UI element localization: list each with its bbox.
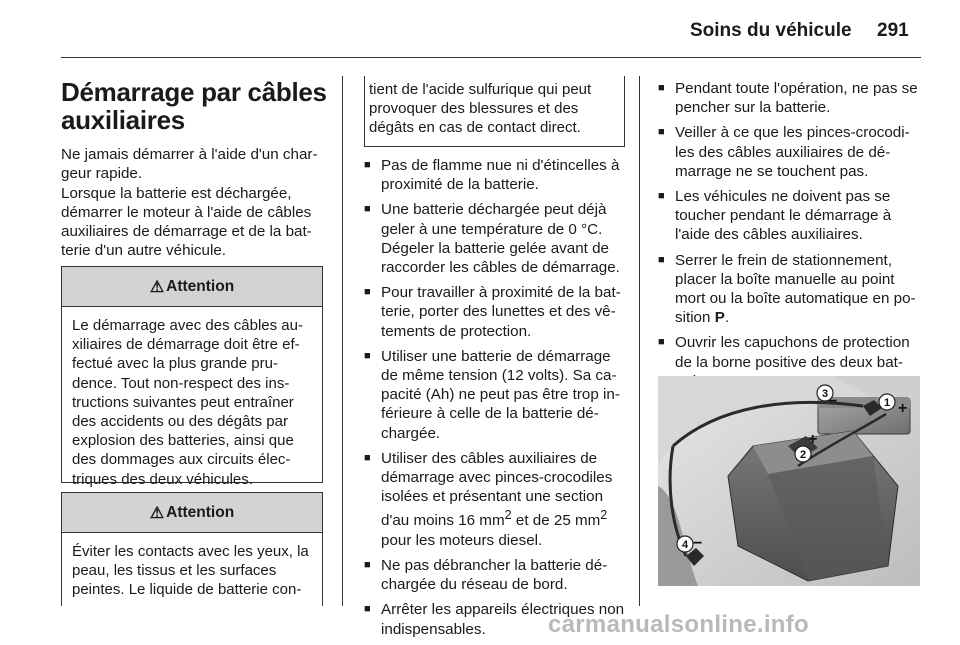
callout-label-4: 4: [681, 539, 689, 551]
positive-terminal-sign: +: [898, 400, 908, 417]
ground-point-sign: −: [693, 535, 703, 552]
column-divider-2: [639, 76, 640, 606]
precautions-list-col3: [658, 79, 923, 397]
list-item: ■ Pour travailler à proximité de la bat-terie, porter des lunettes et des vê-tements de protection.: [364, 283, 626, 341]
negative-terminal-sign: −: [828, 393, 838, 410]
precautions-list-col2: [364, 156, 626, 645]
engine-bay-drawing: [658, 376, 920, 586]
column-divider-1: [342, 76, 343, 606]
list-item: ■ Arrêter les appareils électriques non indispensables.: [364, 600, 626, 638]
section-title-line1: Démarrage par câbles: [61, 77, 327, 107]
gear-position-p: P: [714, 309, 725, 327]
warning-box-1-text: Le démarrage avec des câbles au-xiliaires de démarrage doit être ef-fectué avec la plus grande pru-dence. Tout non-respect des ins-tructions suivantes peut entraîner des accidents ou des dégâts par explosion des batteries, ainsi que des dommages aux circuits élec-triques des deux véhicules.: [72, 317, 303, 488]
intro-paragraph-2: Lorsque la batterie est déchargée, démarrer le moteur à l'aide de câbles auxiliaires de démarrage et de la bat-terie d'un autre véhicule.: [61, 185, 312, 259]
running-header-title: Soins du véhicule: [690, 20, 852, 41]
section-title-line2: auxiliaires: [61, 105, 185, 135]
warning-box-2-continued: [364, 76, 625, 147]
warning-box-1-title: Attention: [166, 277, 235, 295]
warning-box-2-text: Éviter les contacts avec les yeux, la peau, les tissus et les surfaces peintes. Le liquide de batterie con-: [72, 543, 309, 599]
list-item: ■ Pendant toute l'opération, ne pas se pencher sur la batterie.: [658, 79, 923, 117]
callout-label-1: 1: [883, 397, 891, 409]
list-item: ■ Une batterie déchargée peut déjà geler à une température de 0 °C. Dégeler la batterie gelée avant de raccorder les câbles de démarrage.: [364, 200, 626, 277]
callout-label-2: 2: [799, 449, 807, 461]
warning-triangle-icon: ⚠: [149, 504, 165, 522]
warning-triangle-icon: ⚠: [149, 278, 165, 296]
list-item-cable-section: ■ Utiliser des câbles auxiliaires de démarrage avec pinces-crocodiles isolées et présentant une section d'au moins 16 $mm^2$ et de 25 $mm^2$ pour les moteurs diesel.: [364, 449, 626, 550]
warning-box-2-continued-text: tient de l'acide sulfurique qui peut provoquer des blessures et des dégâts en cas de contact direct.: [369, 81, 592, 137]
watermark: carmanualsonline.info: [548, 611, 810, 638]
list-item: ■ Ouvrir les capuchons de protection de la borne positive des deux bat-: [658, 333, 923, 391]
callout-label-3: 3: [821, 388, 829, 400]
list-item: ■ Veiller à ce que les pinces-crocodi-les des câbles auxiliaires de dé-marrage ne se touchent pas.: [658, 123, 923, 181]
header-rule: [61, 57, 921, 58]
list-item: ■ Pas de flamme nue ni d'étincelles à proximité de la batterie.: [364, 156, 626, 194]
list-item: ■ Utiliser une batterie de démarrage de même tension (12 volts). Sa ca-pacité (Ah) ne peut pas être trop in-férieure à celle de la batterie dé-chargée.: [364, 347, 626, 443]
warning-box-1: [61, 266, 323, 488]
warning-box-2: [61, 492, 323, 606]
list-item: ■ Ne pas débrancher la batterie dé-chargée du réseau de bord.: [364, 556, 626, 594]
warning-box-1-header: [62, 267, 322, 307]
warning-box-2-title: Attention: [166, 503, 235, 521]
page-number: 291: [877, 20, 909, 41]
list-item-parking-brake: ■ Serrer le frein de stationnement, placer la boîte manuelle au point mort ou la boîte automatique en po-sition P.: [658, 251, 923, 328]
section-title: [61, 78, 341, 134]
positive-terminal-sign: +: [808, 431, 818, 448]
intro-paragraph-1: Ne jamais démarrer à l'aide d'un char-geur rapide.: [61, 146, 318, 182]
jump-start-illustration: [658, 376, 920, 586]
warning-box-2-header: [62, 493, 322, 533]
list-item: ■ Les véhicules ne doivent pas se toucher pendant le démarrage à l'aide des câbles auxiliaires.: [658, 187, 923, 245]
